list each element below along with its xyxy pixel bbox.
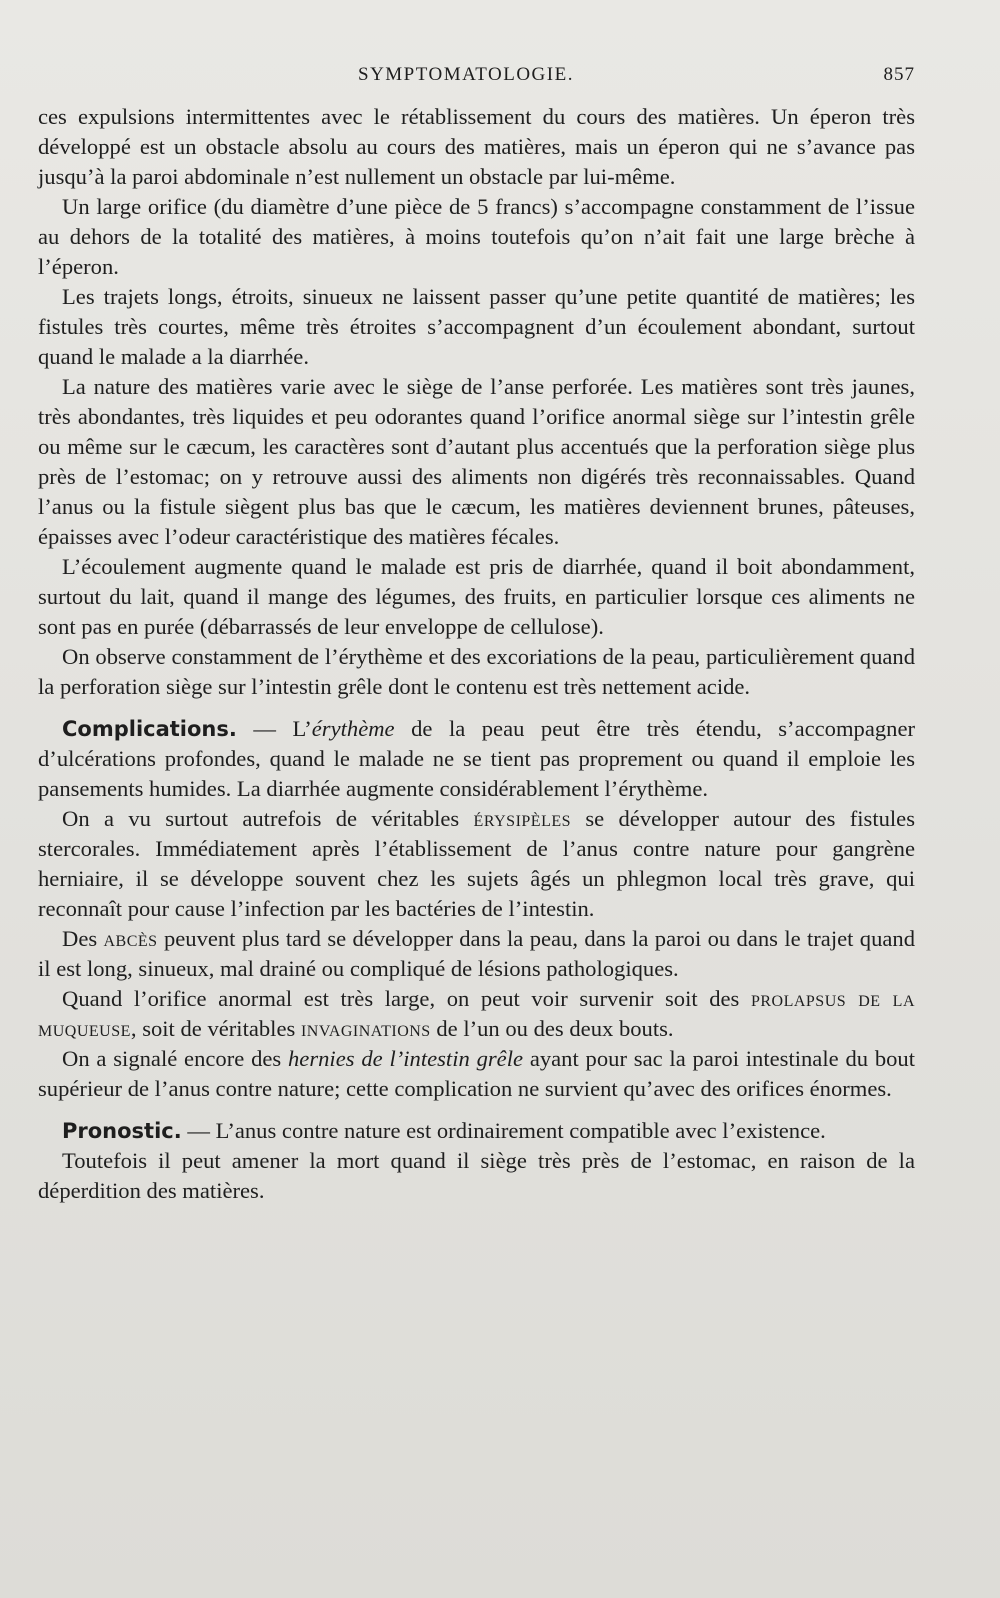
paragraph: [38, 984, 915, 1044]
section-heading-complications: Complications.: [62, 717, 237, 741]
paragraph: On observe constamment de l’érythème et des excoriations de la peau, particulièrement quand la perforation siège sur l’intestin grêle dont le contenu est très nettement acide.: [38, 644, 915, 699]
paragraph: [38, 924, 915, 984]
small-caps-term: invaginations: [300, 1016, 431, 1041]
body-text: [38, 102, 915, 1206]
text-run: Quand l’orifice anormal est très large, on peut voir survenir soit des: [62, 986, 751, 1011]
paragraph: [38, 804, 915, 924]
text-run: peuvent plus tard se développer dans la peau, dans la paroi ou dans le trajet quand il est long, sinueux, mal drainé ou compliqué de lésions pathologiques.: [38, 926, 915, 981]
italic-term: érythème: [311, 716, 395, 741]
heading-dash: —: [181, 1118, 216, 1143]
paragraph: La nature des matières varie avec le siège de l’anse perforée. Les matières sont très jaunes, très abondantes, très liquides et peu odorantes quand l’orifice anormal siège sur l’intestin grêle ou même sur le cæcum, les caractères sont d’autant plus accentués que la perforation siège plus près de l’estomac; on y retrouve aussi des aliments non digérés très reconnaissables. Quand l’anus ou la fistule siègent plus bas que le cæcum, les matières deviennent brunes, pâteuses, épaisses avec l’odeur caractéristique des matières fécales.: [38, 374, 915, 549]
paragraph: L’écoulement augmente quand le malade est pris de diarrhée, quand il boit abondamment, surtout du lait, quand il mange des légumes, des fruits, en particulier lorsque ces aliments ne sont pas en purée (débarrassés de leur enveloppe de cellulose).: [38, 554, 915, 639]
small-caps-term: érysipèles: [473, 806, 572, 831]
text-run: L’: [292, 716, 312, 741]
text-run: Des: [62, 926, 104, 951]
small-caps-term: abcès: [103, 926, 158, 951]
text-run: On a vu surtout autrefois de véritables: [62, 806, 474, 831]
page-number: 857: [883, 64, 915, 85]
paragraph: [38, 1044, 915, 1104]
paragraph: Un large orifice (du diamètre d’une pièce de 5 francs) s’accompagne constamment de l’issue au dehors de la totalité des matières, à moins toutefois qu’on n’ait fait une large brèche à l’éperon.: [38, 194, 915, 279]
text-run: L’anus contre nature est ordinairement compatible avec l’existence.: [215, 1118, 826, 1143]
running-head: [38, 64, 915, 98]
running-head-title: SYMPTOMATOLOGIE.: [358, 64, 574, 85]
paragraph: Les trajets longs, étroits, sinueux ne laissent passer qu’une petite quantité de matières; les fistules très courtes, même très étroites s’accompagnent d’un écoulement abondant, surtout quand le malade a la diarrhée.: [38, 284, 915, 369]
paragraph: ces expulsions intermittentes avec le rétablissement du cours des matières. Un éperon très développé est un obstacle absolu au cours des matières, mais un éperon qui ne s’avance pas jusqu’à la paroi abdominale n’est nullement un obstacle par lui-même.: [38, 104, 915, 189]
paragraph: Toutefois il peut amener la mort quand il siège très près de l’estomac, en raison de la déperdition des matières.: [38, 1148, 915, 1203]
text-run: ayant pour sac la paroi intestinale du bout supérieur de l’anus contre nature; cette complication ne survient qu’avec des orifices énormes.: [38, 1046, 916, 1101]
text-run: On a signalé encore des: [62, 1046, 288, 1071]
small-caps-term: prolapsus de la muqueuse: [38, 986, 915, 1041]
complications-paragraph: [38, 714, 915, 804]
heading-dash: —: [236, 716, 293, 741]
section-heading-pronostic: Pronostic.: [62, 1119, 182, 1143]
text-run: de la peau peut être très étendu, s’accompagner d’ulcérations profondes, quand le malade ne se tient pas proprement ou quand il emploie les pansements humides. La diarrhée augmente considérablement l’érythème.: [38, 716, 916, 801]
text-run: , soit de véritables: [130, 1016, 301, 1041]
text-run: se développer autour des fistules stercorales. Immédiatement après l’établissement de l’anus contre nature pour gangrène herniaire, il se développe souvent chez les sujets âgés un phlegmon local très grave, qui reconnaît pour cause l’infection par les bactéries de l’intestin.: [38, 806, 915, 921]
text-run: de l’un ou des deux bouts.: [430, 1016, 674, 1041]
pronostic-paragraph: [38, 1116, 915, 1146]
italic-term: hernies de l’intestin grêle: [288, 1046, 524, 1071]
